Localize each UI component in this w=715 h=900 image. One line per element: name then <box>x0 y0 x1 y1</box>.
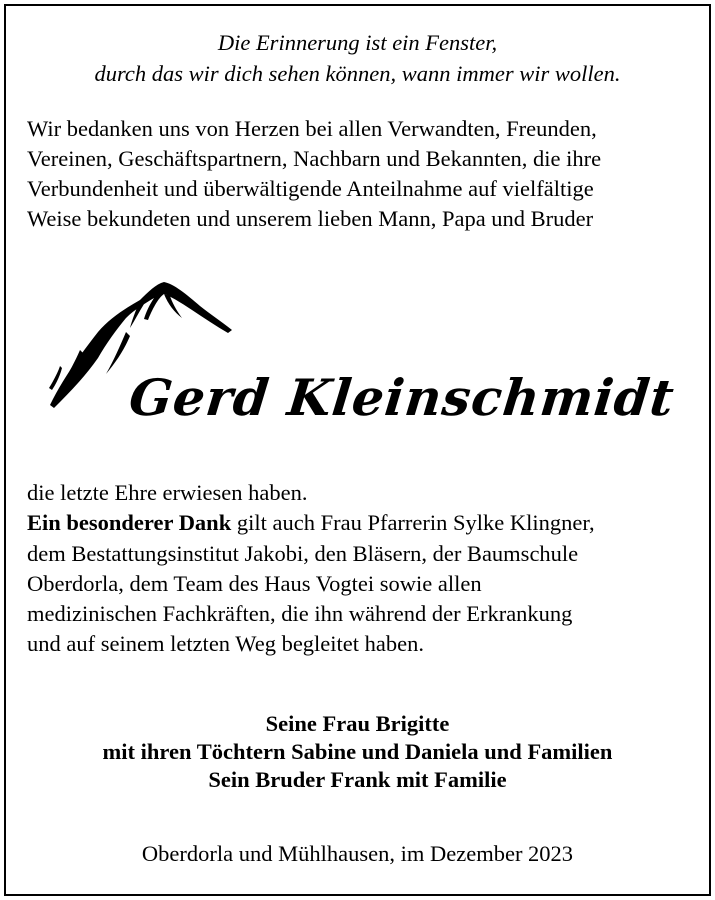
family-line-3: Sein Bruder Frank mit Familie <box>208 767 507 792</box>
quote-line-1: Die Erinnerung ist ein Fenster, <box>217 30 498 55</box>
intro-line-4: Weise bekundeten und unserem lieben Mann, Papa und Bruder <box>27 206 594 231</box>
memorial-quote <box>0 27 715 89</box>
family-line-1: Seine Frau Brigitte <box>265 711 450 736</box>
deceased-name: Gerd Kleinschmidt <box>126 368 678 427</box>
body-line-6: und auf seinem letzten Weg begleitet haben. <box>27 631 425 657</box>
thanks-emphasis: Ein besonderer Dank <box>27 510 232 536</box>
intro-paragraph <box>27 114 697 234</box>
thanks-paragraph <box>27 478 697 660</box>
thanks-rest: gilt auch Frau Pfarrerin Sylke Klingner, <box>231 510 595 536</box>
intro-line-2: Vereinen, Geschäftspartnern, Nachbarn und Bekannten, die ihre <box>27 146 602 171</box>
body-line-3: dem Bestattungsinstitut Jakobi, den Bläsern, der Baumschule <box>27 540 579 566</box>
quote-line-2: durch das wir dich sehen können, wann immer wir wollen. <box>94 61 621 86</box>
intro-line-3: Verbundenheit und überwältigende Anteilnahme auf vielfältige <box>27 176 594 201</box>
thanks-line <box>27 508 697 538</box>
body-line-1: die letzte Ehre erwiesen haben. <box>27 480 308 505</box>
body-line-5: medizinischen Fachkräften, die ihn während der Erkrankung <box>27 601 573 627</box>
intro-line-1: Wir bedanken uns von Herzen bei allen Verwandten, Freunden, <box>27 116 597 141</box>
family-signature <box>0 710 715 794</box>
place-date: Oberdorla und Mühlhausen, im Dezember 2023 <box>141 841 574 866</box>
family-line-2: mit ihren Töchtern Sabine und Daniela und Familien <box>102 739 613 764</box>
body-line-4: Oberdorla, dem Team des Haus Vogtei sowie allen <box>27 570 482 596</box>
